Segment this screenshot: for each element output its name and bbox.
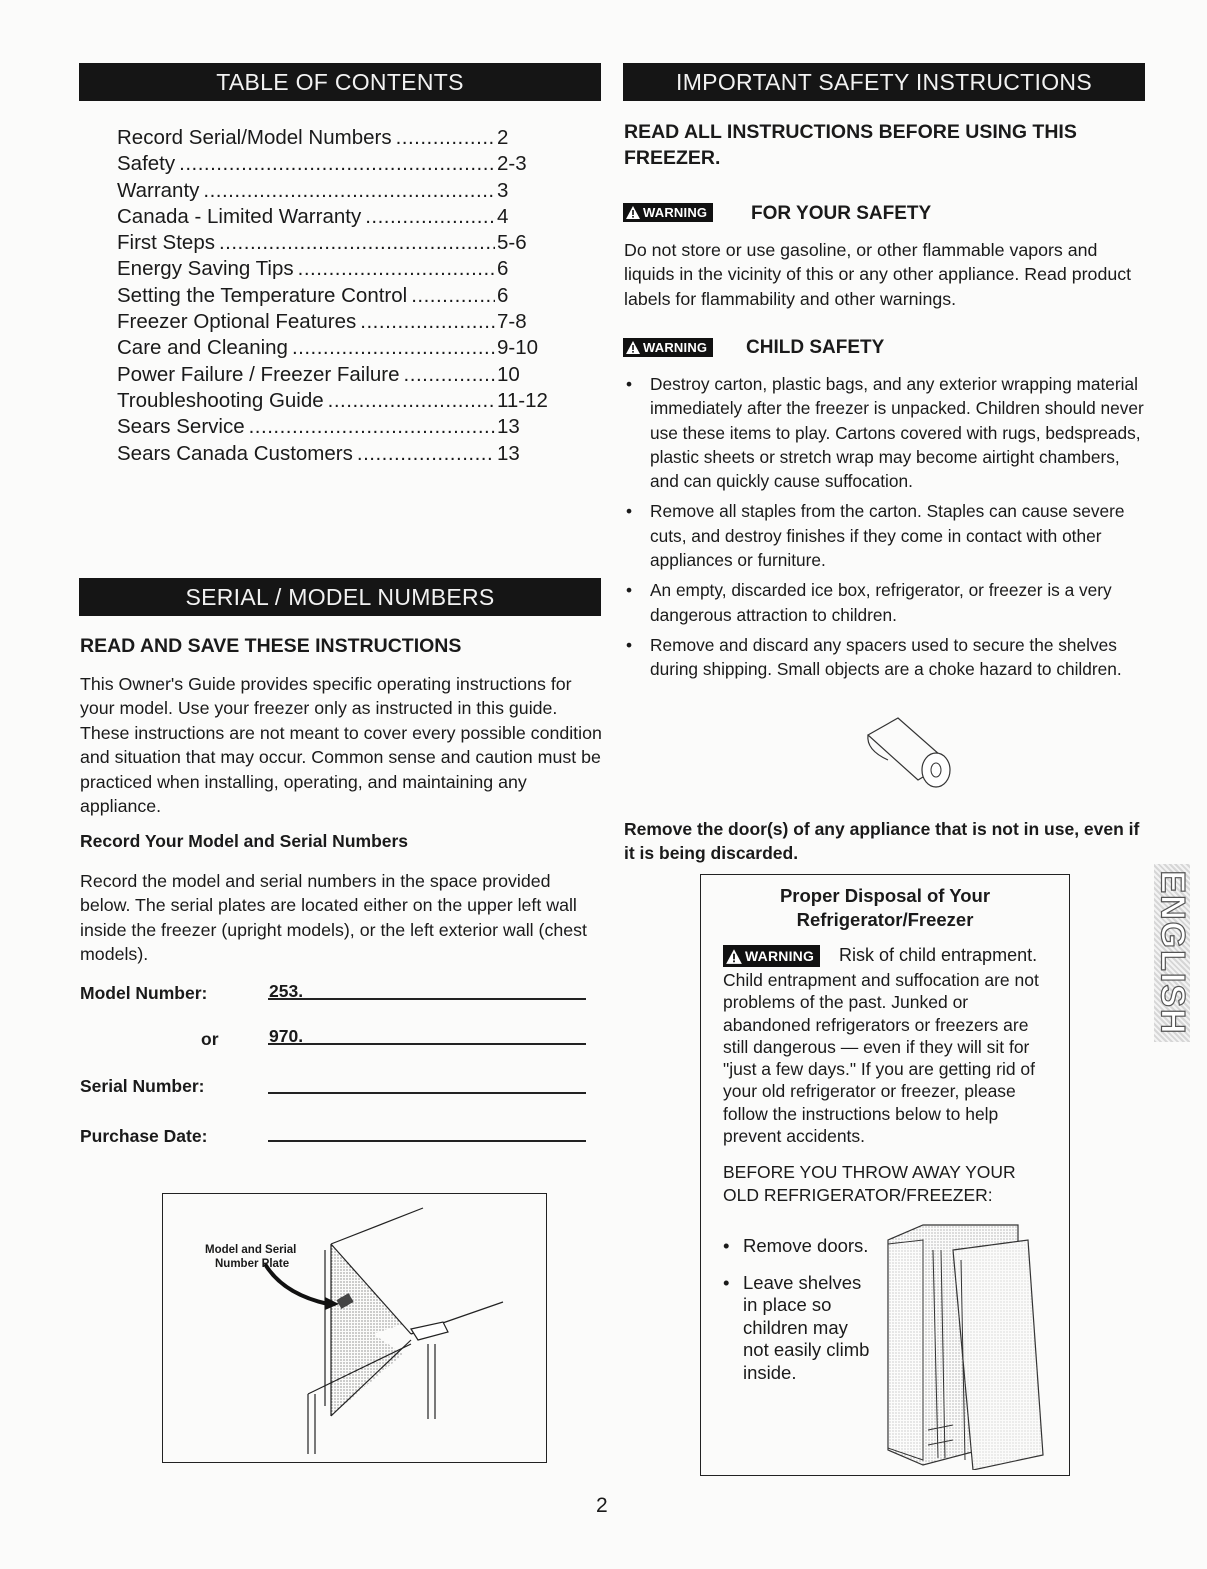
toc-entry [117, 256, 557, 282]
child-safety-heading: CHILD SAFETY [746, 337, 885, 358]
table-of-contents [117, 125, 557, 467]
alt-model-line [268, 1043, 586, 1045]
toc-entry-page: 13 [497, 441, 520, 465]
freezer-corner-illustration [163, 1194, 546, 1462]
toc-entry-page: 4 [497, 204, 509, 228]
disposal-body: Child entrapment and suffocation are not problems of the past. Junked or abandoned refrigerators or freezers are still dangerous — even if they will sit for "just a few days." If you are getting rid of your old refrigerator or freezer, please follow the instructions below to help prevent accidents. [723, 970, 1039, 1147]
toc-leader-dots [328, 388, 495, 414]
toc-entry-title: Record Serial/Model Numbers [117, 126, 392, 149]
child-safety-item: • Remove and discard any spacers used to secure the shelves during shipping. Small objects are a choke hazard to children. [626, 633, 1146, 682]
toc-entry-title: First Steps [117, 231, 215, 255]
serial-number-label: Serial Number: [80, 1076, 205, 1096]
toc-leader-dots [203, 178, 495, 204]
child-safety-item: • Remove all staples from the carton. Staples can cause severe cuts, and destroy finishes if they come in contact with other appliances or furniture. [626, 499, 1146, 572]
disposal-box [700, 874, 1070, 1476]
spacer-illustration [858, 710, 968, 800]
serial-number-line [268, 1092, 586, 1094]
toc-leader-dots [298, 256, 495, 282]
toc-entry-title: Troubleshooting Guide [117, 388, 324, 412]
child-safety-list [626, 372, 1146, 688]
safety-header: IMPORTANT SAFETY INSTRUCTIONS [623, 63, 1145, 101]
child-safety-item: • Destroy carton, plastic bags, and any exterior wrapping material immediately after the freezer is unpacked. Children should never use these items to play. Cartons covered with rugs, bedspreads, plastic sheets or stretch wrap may become airtight chambers, and can quickly cause suffocation. [626, 372, 1146, 493]
toc-entry-page: 7-8 [497, 310, 527, 334]
child-safety-item: • An empty, discarded ice box, refrigerator, or freezer is a very dangerous attraction to children. [626, 578, 1146, 627]
serial-model-header: SERIAL / MODEL NUMBERS [79, 578, 601, 616]
toc-entry-page: 9-10 [497, 336, 539, 360]
remove-doors-notice: Remove the door(s) of any appliance that is not in use, even if it is being discarded. [624, 819, 1140, 863]
toc-entry [117, 283, 557, 309]
toc-entry-title: Safety [117, 152, 176, 176]
purchase-date-line [268, 1140, 586, 1142]
alt-model-prefix: 970. [269, 1026, 304, 1046]
toc-leader-dots [219, 230, 495, 256]
serial-plate-label-1: Model and Serial [205, 1244, 297, 1256]
safety-paragraph: Do not store or use gasoline, or other flammable vapors and liquids in the vicinity of this or any other appliance. Read product labels for flammability and other warnings. [624, 240, 1132, 309]
bullet-glyph: • [723, 1271, 730, 1293]
toc-leader-dots [365, 204, 495, 230]
toc-entry-page: 11-12 [497, 388, 548, 412]
serial-plate-figure [162, 1193, 547, 1463]
toc-leader-dots [179, 151, 495, 177]
toc-entry [117, 204, 557, 230]
toc-entry-page: 5-6 [497, 231, 527, 255]
warning-badge-3: WARNING [723, 945, 820, 967]
toc-leader-dots [249, 414, 495, 440]
toc-entry-title: Power Failure / Freezer Failure [117, 362, 400, 386]
toc-entry-title: Setting the Temperature Control [117, 283, 408, 307]
toc-entry-title: Canada - Limited Warranty [117, 204, 362, 228]
toc-leader-dots [404, 362, 495, 388]
toc-leader-dots [357, 441, 495, 467]
toc-entry-page: 2 [497, 126, 509, 149]
page-number: 2 [596, 1494, 608, 1517]
toc-entry [117, 335, 557, 361]
toc-entry-page: 6 [497, 283, 509, 307]
toc-leader-dots [411, 283, 495, 309]
open-freezer-illustration [883, 1220, 1053, 1470]
toc-leader-dots [292, 335, 495, 361]
toc-leader-dots [396, 125, 495, 151]
warning-badge-2: WARNING [623, 338, 713, 357]
toc-entry [117, 309, 557, 335]
disposal-step: • Remove doors. [723, 1235, 869, 1256]
toc-entry-page: 13 [497, 415, 520, 439]
toc-header: TABLE OF CONTENTS [79, 63, 601, 101]
toc-entry [117, 178, 557, 204]
disposal-step: • Leave shelves in place so children may not easily climb inside. [723, 1271, 870, 1383]
warning-badge-1: WARNING [623, 203, 713, 222]
record-heading: Record Your Model and Serial Numbers [80, 831, 409, 851]
toc-entry-page: 10 [497, 362, 520, 386]
toc-entry [117, 388, 557, 414]
before-throw-away: BEFORE YOU THROW AWAY YOUR OLD REFRIGERATOR/FREEZER: [723, 1162, 1016, 1205]
for-your-safety-heading: FOR YOUR SAFETY [751, 203, 932, 224]
disposal-steps [723, 1235, 873, 1398]
or-label: or [201, 1029, 219, 1049]
toc-entry [117, 230, 557, 256]
warning-triangle-icon [625, 340, 641, 355]
toc-entry-page: 3 [497, 178, 509, 202]
toc-entry-page: 2-3 [497, 152, 527, 176]
disposal-title-2: Refrigerator/Freezer [796, 909, 974, 930]
toc-entry-page: 6 [497, 257, 509, 281]
toc-entry [117, 441, 557, 467]
intro-paragraph: This Owner's Guide provides specific operating instructions for your model. Use your freezer only as instructed in this guide. These instructions are not meant to cover every possible condition and situation that may occur. Common sense and caution must be practiced when installing, operating, and maintaining any appliance. [80, 674, 602, 817]
toc-entry-title: Freezer Optional Features [117, 310, 357, 334]
purchase-date-label: Purchase Date: [80, 1126, 208, 1146]
warning-triangle-icon [625, 205, 641, 220]
toc-entry [117, 151, 557, 177]
toc-entry-title: Sears Service [117, 415, 245, 439]
toc-entry-title: Care and Cleaning [117, 336, 288, 360]
toc-leader-dots [360, 309, 495, 335]
model-number-label: Model Number: [80, 983, 208, 1003]
record-paragraph: Record the model and serial numbers in the space provided below. The serial plates are located either on the upper left wall inside the freezer (upright models), or the left exterior wall (chest models). [80, 871, 587, 965]
toc-entry-title: Sears Canada Customers [117, 441, 353, 465]
toc-entry-title: Energy Saving Tips [117, 257, 294, 281]
entrapment-warning: Risk of child entrapment. [839, 945, 1038, 965]
toc-entry-title: Warranty [117, 178, 200, 202]
warning-triangle-icon [725, 948, 743, 965]
bullet-glyph: • [723, 1235, 730, 1256]
language-side-tab: ENGLISH [1154, 864, 1190, 1042]
toc-entry [117, 414, 557, 440]
serial-plate-label-2: Number Plate [215, 1258, 290, 1270]
model-number-line [268, 998, 586, 1000]
toc-entry [117, 362, 557, 388]
read-save-heading: READ AND SAVE THESE INSTRUCTIONS [80, 635, 462, 657]
read-all-heading: READ ALL INSTRUCTIONS BEFORE USING THIS FREEZER. [624, 121, 1077, 169]
toc-entry [117, 125, 557, 151]
model-number-prefix: 253. [269, 981, 304, 1001]
disposal-title-1: Proper Disposal of Your [779, 885, 991, 906]
